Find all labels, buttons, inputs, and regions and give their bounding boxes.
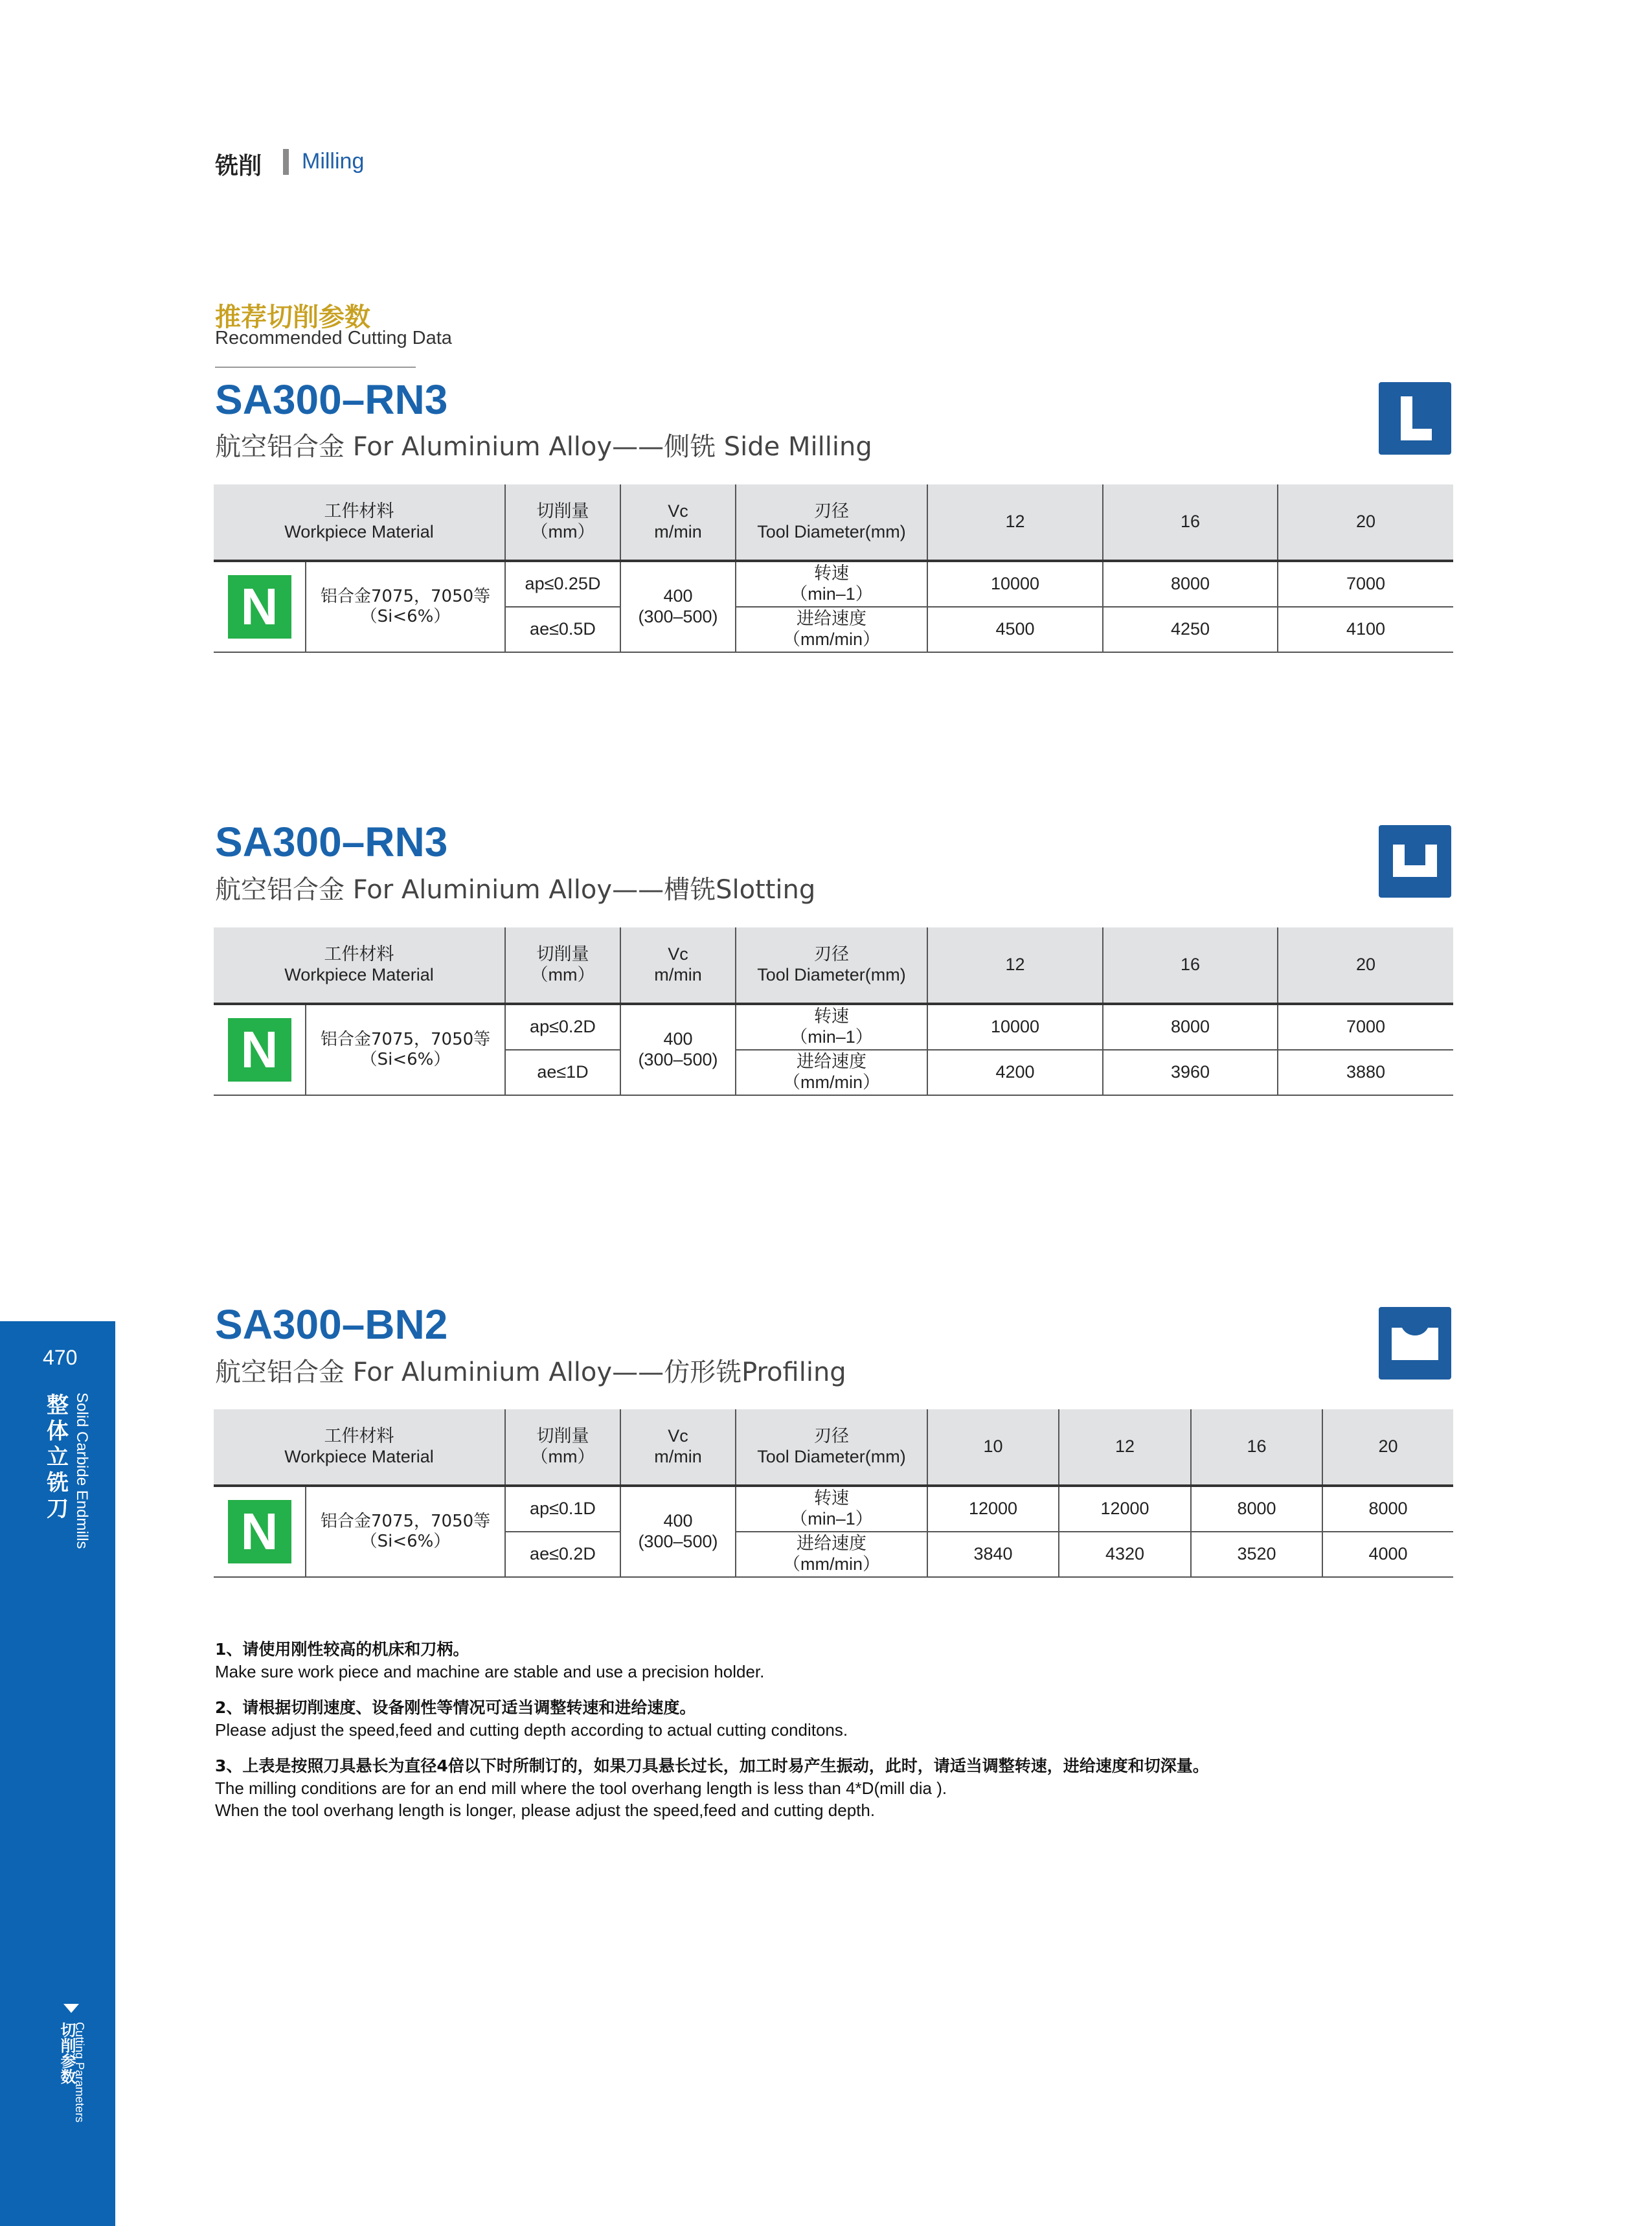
note-en: The milling conditions are for an end mill where the tool overhang length is less than 4*D(mill dia ). — [215, 1778, 947, 1798]
speed-value: 7000 — [1278, 1004, 1453, 1050]
feed-label: 进给速度 （mm/min） — [736, 1050, 927, 1095]
subchapter-title-en: Cutting Parameters — [73, 2022, 86, 2123]
header-workpiece-material: 工件材料 Workpiece Material — [214, 484, 505, 561]
ae-value: ae≤0.5D — [505, 607, 620, 652]
header-cut-depth: 切削量 （mm） — [505, 1409, 620, 1486]
workpiece-material: 铝合金7075，7050等 （Si<6%） — [306, 1004, 505, 1095]
header-tool-diameter: 刃径 Tool Diameter(mm) — [736, 1409, 927, 1486]
table-row — [214, 1486, 1453, 1532]
note-cn: 1、请使用刚性较高的机床和刀柄。 — [215, 1640, 470, 1659]
cutting-data-table — [214, 1409, 1453, 1578]
note-en: When the tool overhang length is longer, please adjust the speed,feed and cutting depth. — [215, 1800, 876, 1820]
header-vc: Vc m/min — [620, 927, 736, 1004]
feed-value: 4000 — [1322, 1532, 1453, 1577]
header-vc: Vc m/min — [620, 1409, 736, 1486]
note-item — [215, 1755, 1445, 1821]
feed-value: 4100 — [1278, 607, 1453, 652]
cutting-data-table — [214, 484, 1453, 653]
speed-value: 8000 — [1191, 1486, 1322, 1532]
slotting-icon — [1379, 825, 1451, 898]
product-title: SA300–RN3 — [215, 819, 448, 865]
header-diameter: 12 — [927, 484, 1103, 561]
ap-value: ap≤0.2D — [505, 1004, 620, 1050]
section-label-en: Milling — [302, 149, 365, 174]
workpiece-material: 铝合金7075，7050等 （Si<6%） — [306, 561, 505, 652]
speed-label: 转速 （min–1） — [736, 1486, 927, 1532]
feed-value: 4320 — [1059, 1532, 1191, 1577]
chapter-title-cn: 整体立铣刀 — [47, 1392, 69, 1522]
vc-value: 400 (300–500) — [620, 561, 736, 652]
feed-value: 3960 — [1103, 1050, 1278, 1095]
header-cut-depth: 切削量 （mm） — [505, 484, 620, 561]
header-diameter: 20 — [1278, 927, 1453, 1004]
iso-n-badge: N — [228, 1500, 291, 1563]
speed-label: 转速 （min–1） — [736, 561, 927, 607]
speed-value: 8000 — [1103, 561, 1278, 607]
page-number: 470 — [43, 1346, 78, 1369]
recommended-underline — [215, 367, 416, 368]
speed-label: 转速 （min–1） — [736, 1004, 927, 1050]
note-cn: 2、请根据切削速度、设备刚性等情况可适当调整转速和进给速度。 — [215, 1698, 696, 1717]
header-tool-diameter: 刃径 Tool Diameter(mm) — [736, 484, 927, 561]
speed-value: 10000 — [927, 1004, 1103, 1050]
feed-value: 3880 — [1278, 1050, 1453, 1095]
iso-n-badge: N — [228, 575, 291, 639]
subchapter-title-cn: 切削参数 — [58, 2022, 76, 2084]
header-diameter: 16 — [1103, 927, 1278, 1004]
speed-value: 10000 — [927, 561, 1103, 607]
triangle-down-icon — [63, 2004, 79, 2013]
feed-label: 进给速度 （mm/min） — [736, 607, 927, 652]
header-workpiece-material: 工件材料 Workpiece Material — [214, 1409, 505, 1486]
vc-value: 400 (300–500) — [620, 1486, 736, 1577]
header-diameter: 12 — [927, 927, 1103, 1004]
header-vc: Vc m/min — [620, 484, 736, 561]
feed-value: 4200 — [927, 1050, 1103, 1095]
speed-value: 8000 — [1103, 1004, 1278, 1050]
feed-value: 4500 — [927, 607, 1103, 652]
chapter-title-en: Solid Carbide Endmills — [73, 1392, 91, 1549]
feed-value: 4250 — [1103, 607, 1278, 652]
vc-value: 400 (300–500) — [620, 1004, 736, 1095]
recommended-title-cn: 推荐切削参数 — [215, 302, 370, 332]
profiling-icon — [1379, 1307, 1451, 1380]
note-item — [215, 1639, 1445, 1683]
product-subtitle: 航空铝合金 For Aluminium Alloy——槽铣Slotting — [215, 875, 816, 905]
speed-value: 8000 — [1322, 1486, 1453, 1532]
feed-value: 3840 — [927, 1532, 1059, 1577]
workpiece-material: 铝合金7075，7050等 （Si<6%） — [306, 1486, 505, 1577]
header-diameter: 16 — [1103, 484, 1278, 561]
header-tool-diameter: 刃径 Tool Diameter(mm) — [736, 927, 927, 1004]
cutting-data-table — [214, 927, 1453, 1096]
header-divider — [283, 149, 289, 175]
speed-value: 12000 — [1059, 1486, 1191, 1532]
product-subtitle: 航空铝合金 For Aluminium Alloy——侧铣 Side Milling — [215, 432, 872, 462]
recommended-title-en: Recommended Cutting Data — [215, 328, 452, 348]
header-diameter: 12 — [1059, 1409, 1191, 1486]
side-milling-icon — [1379, 382, 1451, 455]
ae-value: ae≤1D — [505, 1050, 620, 1095]
section-label-cn: 铣削 — [215, 153, 262, 179]
usage-notes — [215, 1639, 1445, 1835]
header-workpiece-material: 工件材料 Workpiece Material — [214, 927, 505, 1004]
iso-group-cell — [214, 1004, 306, 1095]
table-row — [214, 561, 1453, 607]
ap-value: ap≤0.1D — [505, 1486, 620, 1532]
header-diameter: 10 — [927, 1409, 1059, 1486]
speed-value: 7000 — [1278, 561, 1453, 607]
note-en: Make sure work piece and machine are stable and use a precision holder. — [215, 1662, 765, 1681]
note-cn: 3、上表是按照刀具悬长为直径4倍以下时所制订的，如果刀具悬长过长，加工时易产生振动，此时，请适当调整转速，进给速度和切深量。 — [215, 1756, 1209, 1775]
note-en: Please adjust the speed,feed and cutting depth according to actual cutting conditons. — [215, 1720, 848, 1740]
ap-value: ap≤0.25D — [505, 561, 620, 607]
feed-label: 进给速度 （mm/min） — [736, 1532, 927, 1577]
table-row — [214, 1004, 1453, 1050]
iso-n-badge: N — [228, 1018, 291, 1082]
header-cut-depth: 切削量 （mm） — [505, 927, 620, 1004]
product-subtitle: 航空铝合金 For Aluminium Alloy——仿形铣Profiling — [215, 1357, 846, 1387]
iso-group-cell — [214, 1486, 306, 1577]
header-diameter: 20 — [1322, 1409, 1453, 1486]
product-title: SA300–BN2 — [215, 1301, 448, 1348]
feed-value: 3520 — [1191, 1532, 1322, 1577]
header-diameter: 16 — [1191, 1409, 1322, 1486]
product-title: SA300–RN3 — [215, 376, 448, 423]
ae-value: ae≤0.2D — [505, 1532, 620, 1577]
header-diameter: 20 — [1278, 484, 1453, 561]
iso-group-cell — [214, 561, 306, 652]
note-item — [215, 1697, 1445, 1741]
speed-value: 12000 — [927, 1486, 1059, 1532]
